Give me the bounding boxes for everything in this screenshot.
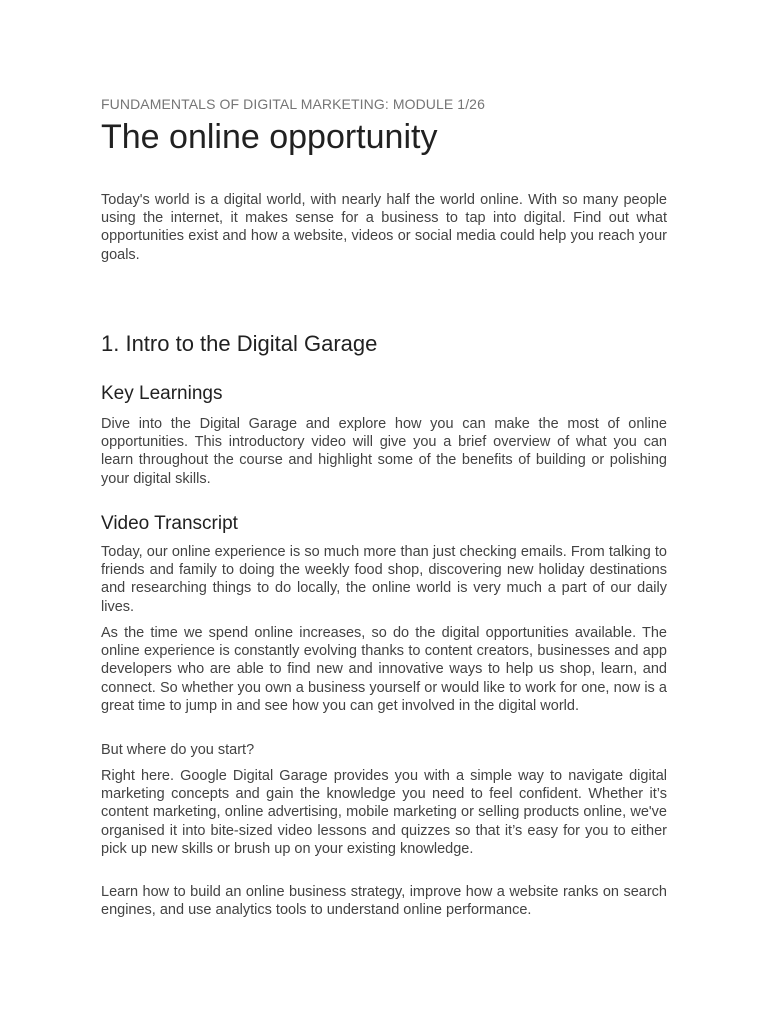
page-title: The online opportunity bbox=[101, 118, 438, 156]
intro-paragraph: Today's world is a digital world, with nearly half the world online. With so many people using the internet, it makes sense for a business to tap into digital. Find out what opportunities exist and how a website, videos or social media could help you reach your goals. bbox=[101, 192, 667, 263]
transcript-paragraph: Right here. Google Digital Garage provides you with a simple way to navigate digital marketing concepts and gain the knowledge you need to feel confident. Whether it’s content marketing, online advertising, mobile marketing or selling products online, we've organised it into bite-sized video lessons and quizzes so that it’s easy for you to either pick up new skills or brush up on your existing knowledge. bbox=[101, 768, 667, 857]
transcript-paragraph: Today, our online experience is so much more than just checking emails. From talking to friends and family to doing the weekly food shop, discovering new holiday destinations and researching things to do locally, the online world is very much a part of our daily lives. bbox=[101, 544, 667, 615]
video-transcript-heading: Video Transcript bbox=[101, 513, 238, 534]
section-title: 1. Intro to the Digital Garage bbox=[101, 331, 378, 356]
key-learnings-heading: Key Learnings bbox=[101, 383, 223, 404]
transcript-paragraph: As the time we spend online increases, so do the digital opportunities available. The online experience is constantly evolving thanks to content creators, businesses and app developers who are able to find new and innovative ways to help us shop, learn, and connect. So whether you own a business yourself or would like to work for one, now is a great time to jump in and see how you can get involved in the digital world. bbox=[101, 625, 667, 714]
module-label: FUNDAMENTALS OF DIGITAL MARKETING: MODULE 1/26 bbox=[101, 96, 485, 112]
transcript-paragraph: But where do you start? bbox=[101, 742, 255, 758]
key-learnings-paragraph: Dive into the Digital Garage and explore how you can make the most of online opportunities. This introductory video will give you a brief overview of what you can learn throughout the course and highlight some of the benefits of building or polishing your digital skills. bbox=[101, 416, 667, 487]
transcript-paragraph: Learn how to build an online business strategy, improve how a website ranks on search engines, and use analytics tools to understand online performance. bbox=[101, 884, 667, 919]
